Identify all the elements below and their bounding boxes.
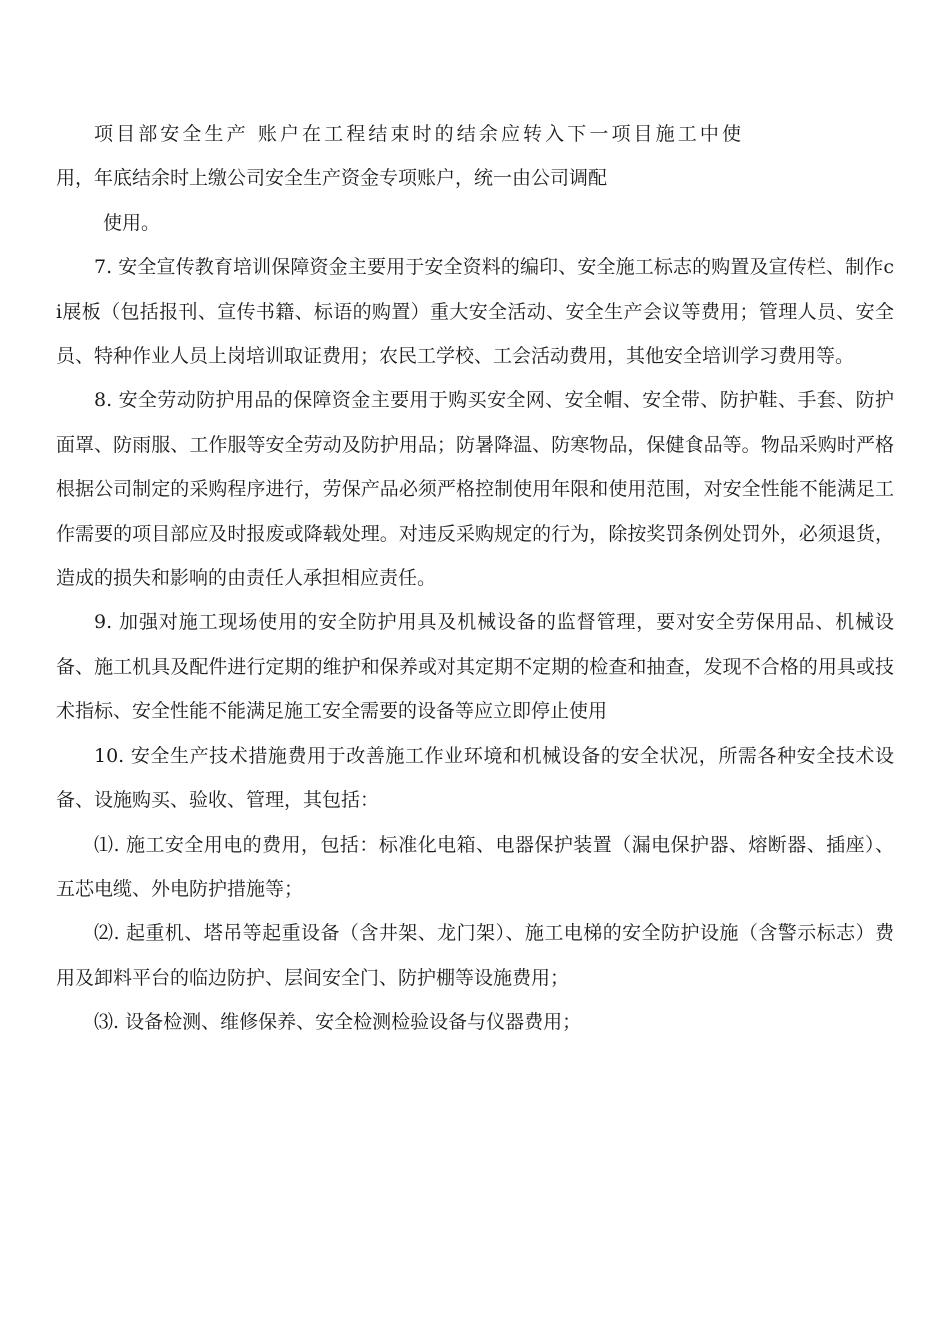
paragraph-item-10-2: ⑵. 起重机、塔吊等起重设备（含井架、龙门架）、施工电梯的安全防护设施（含警示标志）费用及卸料平台的临边防护、层间安全门、防护棚等设施费用； xyxy=(56,922,894,989)
paragraph-balance-line-3: 使用。 xyxy=(103,211,161,234)
paragraph-item-10: 10. 安全生产技术措施费用于改善施工作业环境和机械设备的安全状况，所需各种安全技术设备、设施购买、验收、管理，其包括： xyxy=(56,744,894,812)
paragraph-item-10-1: ⑴. 施工安全用电的费用，包括：标准化电箱、电器保护装置（漏电保护器、熔断器、插座）、五芯电缆、外电防护措施等； xyxy=(56,833,894,900)
paragraph-item-10-3: ⑶. 设备检测、维修保养、安全检测检验设备与仪器费用； xyxy=(94,1011,582,1034)
paragraph-item-9: 9. 加强对施工现场使用的安全防护用具及机械设备的监督管理，要对安全劳保用品、机械设备、施工机具及配件进行定期的维护和保养或对其定期不定期的检查和抽查，发现不合格的用具或技术指标、安全性能不能满足施工安全需要的设备等应立即停止使用 xyxy=(56,611,894,723)
paragraph-item-7: 7. 安全宣传教育培训保障资金主要用于安全资料的编印、安全施工标志的购置及宣传栏、制作ci展板（包括报刊、宣传书籍、标语的购置）重大安全活动、安全生产会议等费用；管理人员、安全员、特种作业人员上岗培训取证费用；农民工学校、工会活动费用，其他安全培训学习费用等。 xyxy=(56,256,894,368)
document-page xyxy=(56,112,894,1045)
paragraph-item-8: 8. 安全劳动防护用品的保障资金主要用于购买安全网、安全帽、安全带、防护鞋、手套、防护面罩、防雨服、工作服等安全劳动及防护用品；防暑降温、防寒物品，保健食品等。物品采购时严格根据公司制定的采购程序进行，劳保产品必须严格控制使用年限和使用范围，对安全性能不能满足工作需要的项目部应及时报废或降载处理。对违反采购规定的行为，除按奖罚条例处罚外，必须退货，造成的损失和影响的由责任人承担相应责任。 xyxy=(56,389,894,590)
paragraph-balance-line-1: 项目部安全生产 账户在工程结束时的结余应转入下一项目施工中使 xyxy=(94,123,745,145)
paragraph-balance-line-2: 用，年底结余时上缴公司安全生产资金专项账户，统一由公司调配 xyxy=(56,167,608,190)
